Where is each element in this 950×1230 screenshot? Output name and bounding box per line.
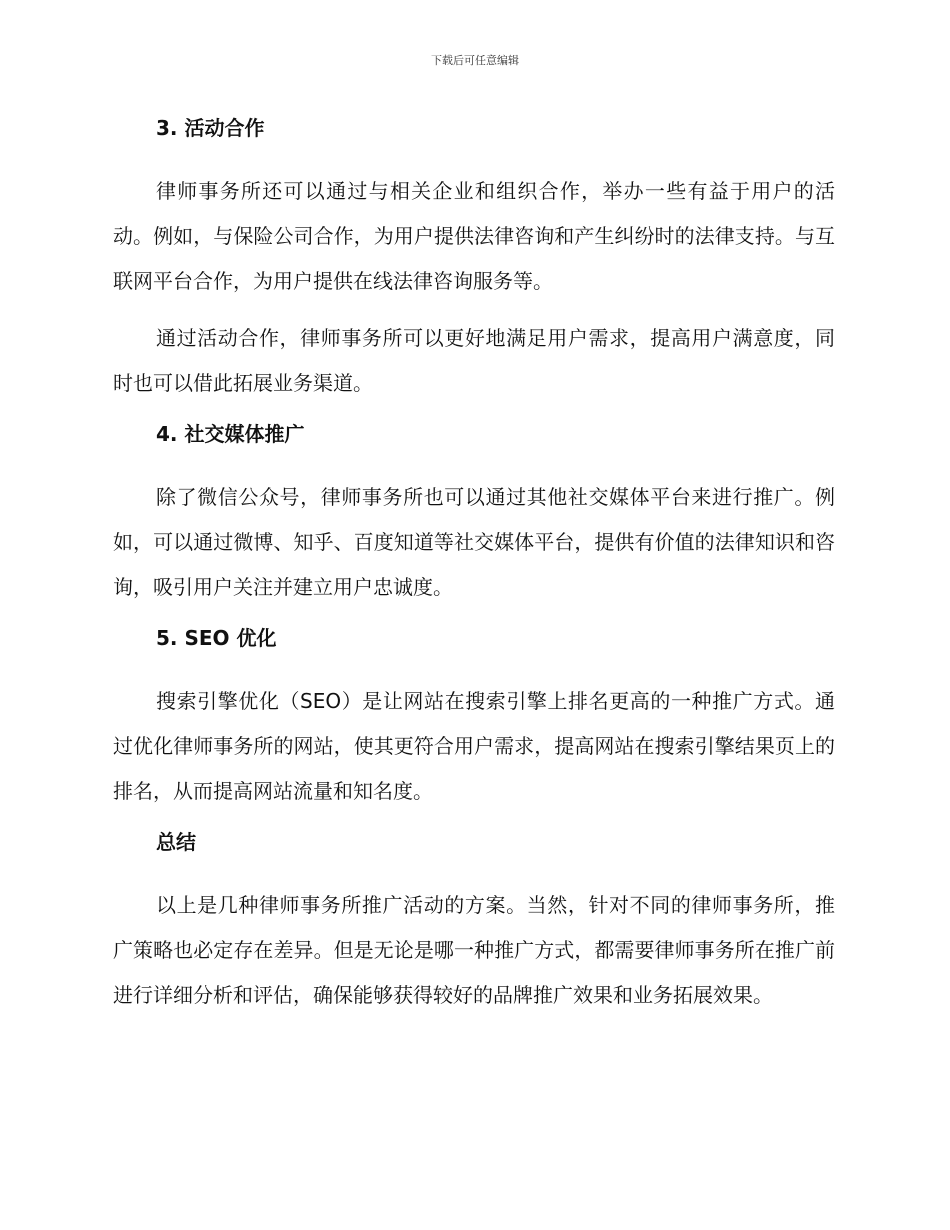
section-heading-seo: 5. SEO 优化 xyxy=(156,626,277,650)
paragraph: 搜索引擎优化（SEO）是让网站在搜索引擎上排名更高的一种推广方式。通过优化律师事务所的网站，使其更符合用户需求，提高网站在搜索引擎结果页上的排名，从而提高网站流量和知名度。 xyxy=(113,689,835,803)
page-header: 下载后可任意编辑 xyxy=(431,54,519,67)
paragraph: 除了微信公众号，律师事务所也可以通过其他社交媒体平台来进行推广。例如，可以通过微博、知乎、百度知道等社交媒体平台，提供有价值的法律知识和咨询，吸引用户关注并建立用户忠诚度。 xyxy=(113,485,835,599)
paragraph: 通过活动合作，律师事务所可以更好地满足用户需求，提高用户满意度，同时也可以借此拓展业务渠道。 xyxy=(113,326,835,395)
paragraph: 以上是几种律师事务所推广活动的方案。当然，针对不同的律师事务所，推广策略也必定存在差异。但是无论是哪一种推广方式，都需要律师事务所在推广前进行详细分析和评估，确保能够获得较好的品牌推广效果和业务拓展效果。 xyxy=(113,893,835,1007)
paragraph: 律师事务所还可以通过与相关企业和组织合作，举办一些有益于用户的活动。例如，与保险公司合作，为用户提供法律咨询和产生纠纷时的法律支持。与互联网平台合作，为用户提供在线法律咨询服务等。 xyxy=(113,179,835,293)
section-heading-activity-cooperation: 3. 活动合作 xyxy=(156,116,265,140)
section-heading-summary: 总结 xyxy=(156,830,196,854)
section-heading-social-media: 4. 社交媒体推广 xyxy=(156,422,305,446)
document-body xyxy=(113,112,835,1030)
